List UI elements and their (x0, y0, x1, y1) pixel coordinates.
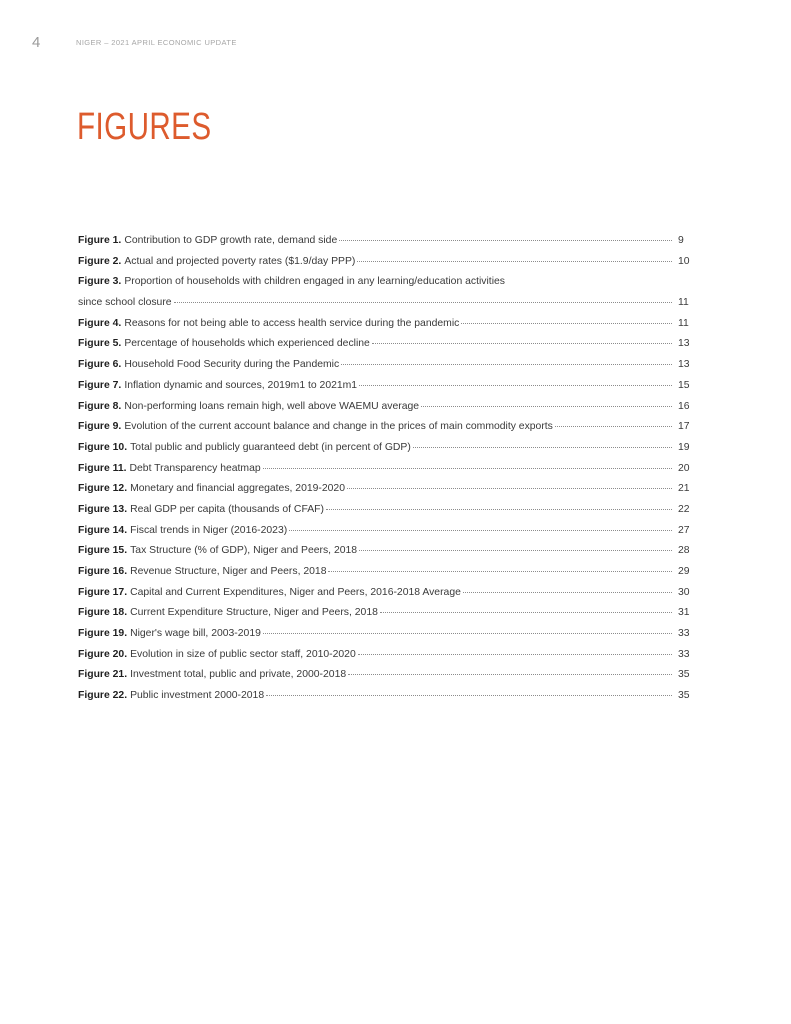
figure-entry-page-number: 20 (678, 462, 690, 474)
dot-leader (326, 508, 672, 510)
figure-entry[interactable] (78, 417, 694, 438)
figure-entry-page-number: 17 (678, 421, 690, 433)
page-number: 4 (32, 34, 41, 51)
figure-entry[interactable] (78, 645, 694, 666)
figure-entry-page-number: 13 (678, 359, 690, 371)
figure-entry-label: Figure 19. (78, 628, 128, 640)
figure-entry[interactable] (78, 314, 694, 335)
dot-leader (347, 487, 672, 489)
figure-entry-label: Figure 11. (78, 462, 127, 474)
figure-entry-label: Figure 6. (78, 359, 122, 371)
figure-entry-title: Debt Transparency heatmap (129, 462, 261, 474)
figure-entry[interactable] (78, 479, 694, 500)
figure-entry-label: Figure 14. (78, 524, 128, 536)
figure-entry-label: Figure 13. (78, 503, 128, 515)
dot-leader (421, 405, 672, 407)
figure-entry-label: Figure 22. (78, 690, 128, 702)
dot-leader (358, 653, 672, 655)
figure-entry-page-number: 30 (678, 586, 690, 598)
figure-entry[interactable] (78, 583, 694, 604)
figure-entry[interactable] (78, 686, 694, 707)
figure-entry-title: Total public and publicly guaranteed debt (in percent of GDP) (130, 441, 411, 453)
figure-entry-title: Reasons for not being able to access health service during the pandemic (124, 317, 460, 329)
figure-entry-label: Figure 3. (78, 276, 122, 288)
dot-leader (380, 611, 672, 613)
figure-entry-page-number: 15 (678, 379, 690, 391)
figure-entry-page-number: 13 (678, 338, 690, 350)
figure-entry-title: Public investment 2000-2018 (130, 690, 265, 702)
figure-entry-page-number: 19 (678, 441, 690, 453)
figure-entry-label: Figure 16. (78, 566, 128, 577)
figure-entry-label: Figure 1. (78, 235, 122, 246)
figure-entry-label: Figure 7. (78, 379, 122, 391)
dot-leader (461, 322, 672, 324)
dot-leader (289, 529, 672, 531)
dot-leader (174, 301, 672, 303)
dot-leader (413, 446, 672, 448)
figure-entry-label: Figure 8. (78, 400, 122, 412)
figure-entry-title: Current Expenditure Structure, Niger and Peers, 2018 (130, 607, 378, 619)
figure-entry-title: Actual and projected poverty rates ($1.9/day PPP) (124, 255, 356, 267)
figure-entry-title: Fiscal trends in Niger (2016-2023) (130, 524, 288, 536)
figure-entry-title: Evolution in size of public sector staff, 2010-2020 (130, 648, 356, 660)
figure-entry-label: Figure 15. (78, 545, 128, 557)
figure-entry-page-number: 35 (678, 690, 690, 702)
figure-entry[interactable] (78, 355, 694, 376)
figure-entry-page-number: 11 (678, 297, 689, 309)
dot-leader (357, 260, 672, 262)
figure-entry-title: Inflation dynamic and sources, 2019m1 to 2021m1 (124, 379, 358, 391)
figure-entry[interactable] (78, 562, 694, 583)
figure-entry-page-number: 27 (678, 524, 690, 536)
figure-entry[interactable] (78, 459, 694, 480)
figure-entry-page-number: 11 (678, 317, 689, 329)
figure-entry-page-number: 28 (678, 545, 690, 557)
figure-entry[interactable] (78, 521, 694, 542)
figure-entry-title: Household Food Security during the Pandemic (124, 359, 340, 371)
figure-entry-page-number: 9 (678, 235, 684, 246)
figure-entry-title: Proportion of households with children engaged in any learning/education activities (124, 276, 505, 288)
figure-entry-page-number: 29 (678, 566, 690, 577)
figure-entry-page-number: 33 (678, 648, 690, 660)
figure-entry-label: Figure 4. (78, 317, 122, 329)
dot-leader (341, 363, 672, 365)
figure-entry-page-number: 10 (678, 255, 690, 267)
dot-leader (339, 239, 672, 241)
figure-entry-title: Niger's wage bill, 2003-2019 (130, 628, 261, 640)
figure-entry-title: Evolution of the current account balance and change in the prices of main commodity exports (124, 421, 553, 433)
figure-entry-title: Non-performing loans remain high, well above WAEMU average (124, 400, 420, 412)
figure-entry-title: Investment total, public and private, 2000-2018 (130, 669, 347, 681)
figure-entry-label: Figure 20. (78, 648, 128, 660)
figure-entry[interactable] (78, 603, 694, 624)
running-header: NIGER – 2021 APRIL ECONOMIC UPDATE (76, 38, 237, 47)
figure-entry[interactable] (78, 231, 694, 252)
figure-entry[interactable] (78, 376, 694, 397)
figure-entry-title: Percentage of households which experienced decline (124, 338, 370, 350)
dot-leader (555, 425, 672, 427)
dot-leader (263, 467, 672, 469)
figure-entry[interactable] (78, 334, 694, 355)
figure-entry-page-number: 21 (678, 483, 690, 495)
figure-entry-page-number: 35 (678, 669, 690, 681)
figure-entry-page-number: 22 (678, 503, 690, 515)
figure-entry-label: Figure 17. (78, 586, 128, 598)
figure-entry-label: Figure 12. (78, 483, 128, 495)
figure-entry[interactable] (78, 252, 694, 273)
dot-leader (463, 591, 672, 593)
figure-entry-page-number: 31 (678, 607, 690, 619)
figure-entry[interactable] (78, 500, 694, 521)
dot-leader (266, 694, 672, 696)
figure-entry-page-number: 16 (678, 400, 690, 412)
figure-entry[interactable] (78, 272, 694, 293)
dot-leader (263, 632, 672, 634)
dot-leader (372, 342, 672, 344)
page-title: FIGURES (77, 106, 212, 148)
dot-leader (359, 384, 672, 386)
figure-entry-title: Real GDP per capita (thousands of CFAF) (130, 503, 324, 515)
figure-entry[interactable] (78, 624, 694, 645)
figure-entry-label: Figure 18. (78, 607, 128, 619)
figure-entry[interactable] (78, 541, 694, 562)
figure-entry[interactable] (78, 293, 694, 314)
figure-entry[interactable] (78, 438, 694, 459)
figure-entry-title: Contribution to GDP growth rate, demand side (124, 235, 338, 246)
dot-leader (348, 673, 672, 675)
figure-entry-title: Tax Structure (% of GDP), Niger and Peers, 2018 (130, 545, 358, 557)
figure-entry-label: Figure 5. (78, 338, 122, 350)
figure-entry-title: Monetary and financial aggregates, 2019-2020 (130, 483, 345, 495)
figure-entry-label: Figure 21. (78, 669, 128, 681)
figure-entry-title: Capital and Current Expenditures, Niger and Peers, 2016-2018 Average (130, 586, 461, 598)
figure-entry[interactable] (78, 665, 694, 686)
figure-entry-page-number: 33 (678, 628, 690, 640)
dot-leader (328, 570, 672, 572)
dot-leader (359, 549, 672, 551)
figures-list (78, 231, 694, 707)
figure-entry-title: Revenue Structure, Niger and Peers, 2018 (130, 566, 327, 577)
figure-entry-label: Figure 2. (78, 255, 122, 267)
figure-entry-label: Figure 10. (78, 441, 128, 453)
figure-entry[interactable] (78, 397, 694, 418)
figure-entry-title: since school closure (78, 297, 172, 309)
figure-entry-label: Figure 9. (78, 421, 122, 433)
